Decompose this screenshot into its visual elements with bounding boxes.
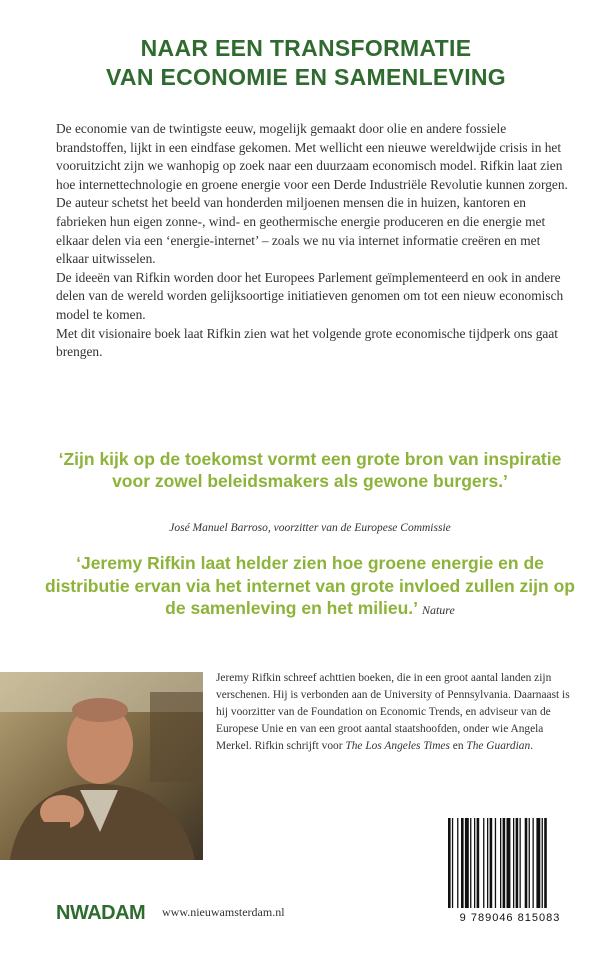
barcode-bar [490,818,493,908]
barcode-bar [513,818,514,908]
barcode-bar [536,818,540,908]
bio-period: . [530,740,534,752]
quote-nature-text: ‘Jeremy Rifkin laat helder zien hoe groene energie en de distributie ervan via het internet van grote invloed zullen zijn op de samenleving en het milieu.’ [45,553,575,618]
title-line-2: VAN ECONOMIE EN SAMENLEVING [106,64,506,90]
barcode-bar [495,818,496,908]
barcode-bar [529,818,530,908]
barcode-bars [446,818,574,910]
barcode-bar [470,818,471,908]
barcode-bar [461,818,464,908]
barcode-bar [542,818,543,908]
barcode-bar [520,818,521,908]
title-line-1: NAAR EEN TRANSFORMATIE [140,35,472,61]
newspaper-1: The Los Angeles Times [345,740,450,752]
bio-conjunction: en [449,740,467,752]
author-bio [216,670,576,755]
blurb-paragraph-1: De economie van de twintigste eeuw, mogelijk gemaakt door olie en andere fossiele brandstoffen, lijkt in een eindfase gekomen. Met wellicht een nieuwe wereldwijde crisis in het vooruitzicht zijn we wanhopig op zoek naar een duurzaam economisch model. Rifkin laat zien hoe internettechnologie en groene energie voor een Derde Industriële Revolutie kunnen zorgen. [56,121,568,192]
barcode-bar [503,818,506,908]
author-photo [0,672,203,860]
barcode-bar [483,818,484,908]
publisher-website: www.nieuwamsterdam.nl [162,905,285,919]
blurb [56,120,568,362]
barcode-bar [465,818,469,908]
barcode-bar [474,818,475,908]
blurb-paragraph-2: De auteur schetst het beeld van honderden miljoenen mensen die in huizen, kantoren en fabrieken hun eigen zonne-, wind- en geothermische energie produceren en die energie met elkaar delen via een ‘energie-internet’ – zoals we nu via internet informatie creëren en met elkaar uitwisselen. [56,195,546,267]
barcode-bar [533,818,534,908]
quote-barroso: ‘Zijn kijk op de toekomst vormt een grote bron van inspiratie voor zowel beleidsmakers als gewone burgers.’ [58,449,562,491]
barcode-bar [544,818,547,908]
barcode-bar [477,818,480,908]
publisher-logo: NWADAM [56,902,146,924]
author-portrait-icon [0,672,203,860]
barcode-bar [457,818,458,908]
isbn-number: 9 789046 815083 [459,912,561,924]
barcode-bar [448,818,451,908]
barcode-bar [500,818,501,908]
author-bio-text: Jeremy Rifkin schreef achttien boeken, die in een groot aantal landen zijn verschenen. Hij is verbonden aan de University of Pennsylvania. Daarnaast is hij voorzitter van de Foundation on Economic Trends, en adviseur van de Europese Unie en van een groot aantal staatshoofden, onder wie Angela Merkel. Rifkin schrijft voor [216,672,570,752]
newspaper-2: The Guardian [466,740,531,752]
blurb-paragraph-4: Met dit visionaire boek laat Rifkin zien wat het volgende grote economische tijdperk ons gaat brengen. [56,325,559,360]
barcode-bar [487,818,488,908]
quote-barroso-attribution: José Manuel Barroso, voorzitter van de Europese Commissie [169,522,451,534]
barcode-bar [516,818,519,908]
back-cover-title [0,34,612,92]
barcode-bar [507,818,511,908]
blurb-paragraph-3: De ideeën van Rifkin worden door het Europees Parlement geïmplementeerd en ook in andere delen van de wereld worden gelijksoortige initiatieven genomen om tot een nieuw economisch model te komen. [56,269,564,322]
barcode-bar [525,818,528,908]
quote-nature-source: Nature [421,603,455,617]
barcode-bar [452,818,453,908]
quote-nature [40,552,580,622]
